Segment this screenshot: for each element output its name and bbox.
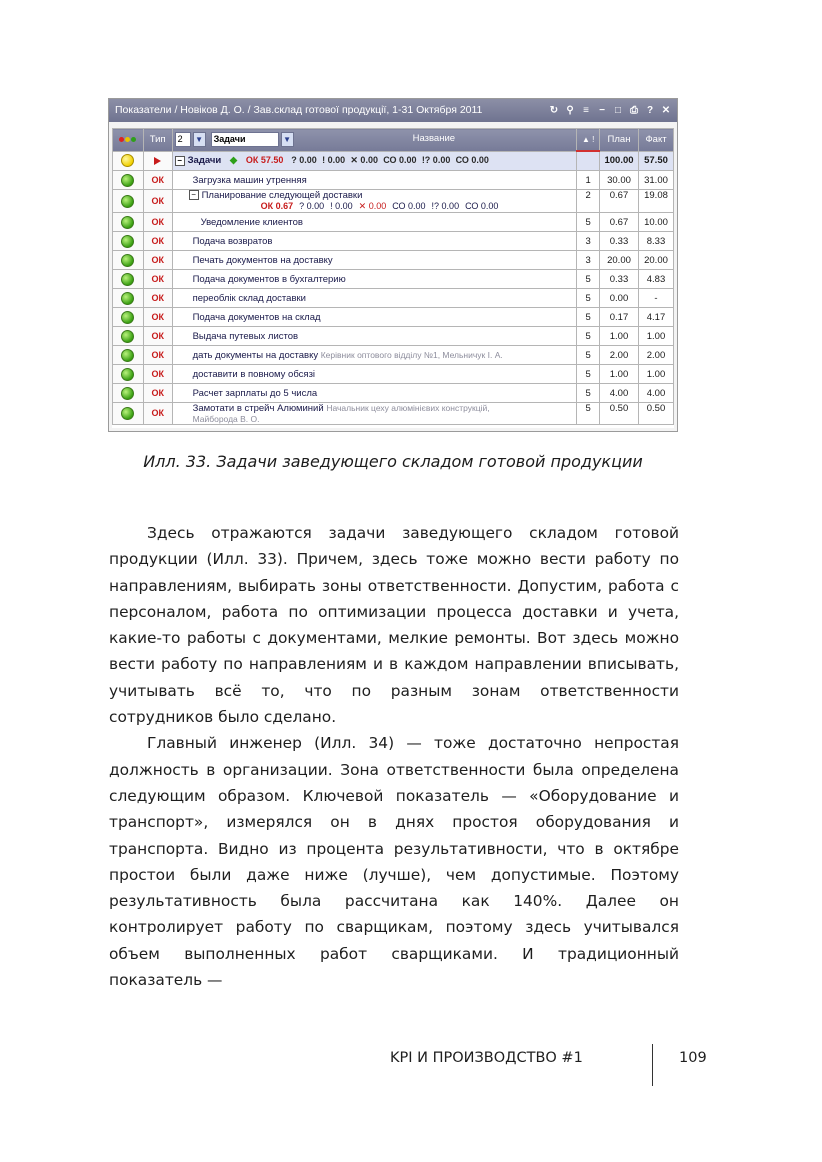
table-row[interactable] (113, 171, 674, 190)
task-fact: 0.50 (639, 403, 674, 425)
summary-exclaim: ! 0.00 (322, 155, 346, 166)
ok-badge: ОК (151, 408, 164, 418)
table-row[interactable] (113, 308, 674, 327)
summary-plan: 100.00 (599, 151, 638, 171)
task-stat-excl: ! 0.00 (330, 201, 353, 211)
print-icon[interactable]: ⎙ (630, 105, 638, 116)
chevron-down-icon[interactable]: ▼ (281, 132, 294, 147)
task-priority: 3 (577, 251, 600, 270)
task-fact: - (639, 289, 674, 308)
task-stat-qex: !? 0.00 (431, 201, 460, 211)
table-row[interactable] (113, 346, 674, 365)
table-row[interactable] (113, 270, 674, 289)
task-name-cell (172, 232, 577, 251)
task-name-cell (172, 327, 577, 346)
window-toolbar (549, 99, 671, 122)
traffic-lights-icon (119, 137, 136, 142)
task-priority: 5 (577, 308, 600, 327)
help-icon[interactable]: ? (646, 105, 654, 116)
task-stat-q: ? 0.00 (299, 201, 325, 211)
task-plan: 0.33 (599, 270, 638, 289)
status-light-icon (121, 216, 134, 229)
status-light-icon (121, 368, 134, 381)
task-plan: 0.67 (599, 190, 638, 213)
ok-badge: ОК (151, 368, 164, 379)
header-filters (175, 132, 294, 147)
task-name[interactable]: Замотати в стрейч Алюминий (192, 403, 324, 414)
summary-label: Задачи (187, 155, 222, 167)
tasks-table (112, 128, 674, 425)
task-name[interactable]: переоблік склад доставки (192, 292, 306, 304)
task-priority: 5 (577, 384, 600, 403)
task-fact: 31.00 (639, 171, 674, 190)
refresh-icon[interactable]: ↻ (549, 105, 559, 116)
task-name[interactable]: Уведомление клиентов (200, 216, 303, 228)
ok-badge: ОК (151, 311, 164, 322)
minimize-icon[interactable]: − (599, 105, 605, 116)
status-light-icon (121, 330, 134, 343)
task-name[interactable]: Выдача путевых листов (192, 330, 299, 342)
ok-badge: ОК (151, 387, 164, 398)
name-column-label: Название (412, 133, 456, 144)
task-plan: 1.00 (599, 365, 638, 384)
table-row[interactable] (113, 289, 674, 308)
task-name-cell (172, 289, 577, 308)
status-light-icon (121, 349, 134, 362)
task-plan: 2.00 (599, 346, 638, 365)
ok-badge: ОК (151, 273, 164, 284)
collapse-icon[interactable]: − (189, 190, 199, 200)
task-name-cell (172, 384, 577, 403)
table-row[interactable] (113, 232, 674, 251)
task-plan: 30.00 (599, 171, 638, 190)
task-assignee: Начальник цеху алюмінієвих конструкцій, (326, 403, 490, 413)
status-light-icon (121, 387, 134, 400)
task-fact: 4.83 (639, 270, 674, 289)
task-name[interactable]: Подача документов в бухгалтерию (192, 273, 346, 285)
chevron-down-icon[interactable]: ▼ (193, 132, 206, 147)
ok-badge: ОК (151, 330, 164, 341)
task-priority: 5 (577, 213, 600, 232)
task-name[interactable]: дать документы на доставку (192, 349, 319, 361)
task-stat-x: ✕ 0.00 (358, 201, 387, 211)
close-icon[interactable]: ✕ (661, 105, 671, 116)
ok-badge: ОК (151, 174, 164, 185)
summary-row[interactable] (113, 151, 674, 171)
summary-name-cell (172, 151, 577, 171)
search-icon[interactable]: ⚲ (566, 105, 574, 116)
status-light-icon (121, 273, 134, 286)
task-name[interactable]: доставити в повному обсязі (192, 368, 316, 380)
task-fact: 2.00 (639, 346, 674, 365)
figure-caption: Илл. 33. Задачи заведующего складом готовой продукции (143, 452, 643, 471)
task-priority: 5 (577, 365, 600, 384)
table-row[interactable] (113, 213, 674, 232)
table-row[interactable] (113, 403, 674, 425)
plan-column-header[interactable]: План (599, 129, 638, 152)
window-titlebar (109, 99, 677, 122)
table-row[interactable] (113, 365, 674, 384)
task-priority: 5 (577, 403, 600, 425)
task-name-cell (172, 251, 577, 270)
task-fact: 19.08 (639, 190, 674, 213)
task-priority: 5 (577, 346, 600, 365)
ok-badge: ОК (151, 292, 164, 303)
task-fact: 4.17 (639, 308, 674, 327)
task-assignee: Керівник оптового відділу №1, Мельничук І. А. (320, 349, 503, 360)
ok-badge: ОК (151, 216, 164, 227)
list-icon[interactable]: ≡ (583, 105, 589, 116)
status-light-icon (121, 195, 134, 208)
task-priority: 2 (577, 190, 600, 213)
status-light-icon (121, 311, 134, 324)
status-light-icon (121, 254, 134, 267)
table-row[interactable] (113, 327, 674, 346)
ok-badge: ОК (151, 349, 164, 360)
task-priority: 5 (577, 289, 600, 308)
task-name[interactable]: Подача возвратов (192, 235, 273, 247)
summary-qex: !? 0.00 (421, 155, 451, 166)
task-fact: 20.00 (639, 251, 674, 270)
fact-column-header[interactable]: Факт (639, 129, 674, 152)
task-plan: 0.00 (599, 289, 638, 308)
summary-cancel: ✕ 0.00 (350, 155, 378, 166)
task-name[interactable]: Печать документов на доставку (192, 254, 333, 266)
task-name[interactable]: Подача документов на склад (192, 311, 321, 323)
running-footer: KPI И ПРОИЗВОДСТВО #1 (390, 1050, 583, 1066)
task-stat-co2: СО 0.00 (465, 201, 499, 211)
page-number: 109 (679, 1050, 707, 1066)
status-light-icon (121, 407, 134, 420)
screenshot-window (108, 98, 678, 432)
task-fact: 1.00 (639, 365, 674, 384)
task-stat-ok: ОК 0.67 (260, 201, 294, 211)
status-light-icon (121, 235, 134, 248)
table-header-row (113, 129, 674, 152)
window-title: Показатели / Новіков Д. О. / Зав.склад готової продукції, 1-31 Октября 2011 (115, 104, 483, 116)
task-name[interactable]: Загрузка машин утренняя (192, 174, 307, 186)
summary-question: ? 0.00 (291, 155, 317, 166)
task-name-cell (172, 365, 577, 384)
summary-co: СО 0.00 (383, 155, 417, 166)
task-plan: 0.50 (599, 403, 638, 425)
type-column-header[interactable]: Тип (143, 129, 172, 152)
task-name-cell (172, 346, 577, 365)
diamond-icon: ◆ (229, 155, 238, 167)
level-select[interactable]: 2 (175, 132, 191, 147)
task-priority: 1 (577, 171, 600, 190)
task-stat-co: СО 0.00 (392, 201, 426, 211)
restore-icon[interactable]: □ (614, 105, 622, 116)
task-fact: 10.00 (639, 213, 674, 232)
flag-icon (154, 157, 161, 165)
task-plan: 20.00 (599, 251, 638, 270)
task-plan: 4.00 (599, 384, 638, 403)
priority-column-header[interactable]: ▲ ! (577, 129, 600, 152)
status-light-icon (121, 174, 134, 187)
collapse-icon[interactable]: − (175, 156, 185, 166)
task-name-cell (172, 213, 577, 232)
table-row[interactable] (113, 251, 674, 270)
task-plan: 0.17 (599, 308, 638, 327)
task-plan: 0.67 (599, 213, 638, 232)
task-assignee-name: Майборода В. О. (192, 414, 260, 424)
task-name: Планирование следующей доставки (201, 190, 363, 201)
tasks-panel (112, 128, 674, 428)
task-priority: 5 (577, 270, 600, 289)
footer-divider (652, 1044, 653, 1086)
table-row[interactable] (113, 384, 674, 403)
task-fact: 8.33 (639, 232, 674, 251)
paragraph: Главный инженер (Илл. 34) — тоже достаточно непростая должность в организации. Зона ответственности была определена следующим образом. Ключевой показатель — «Оборудование и транспорт», измерялся он в днях простоя оборудования и транспорта. Видно из процента результативности, что в октябре простои были даже ниже (лучше), чем допустимые. Поэтому результативность была рассчитана как 140%. Далее он контролирует работу по сварщикам, поэтому здесь учитывался объем выполненных работ сварщиками. И традиционный показатель — (109, 734, 679, 990)
ok-badge: ОК (151, 195, 164, 206)
task-name-cell (172, 190, 577, 213)
filter-select[interactable]: Задачи (211, 132, 279, 147)
task-priority: 5 (577, 327, 600, 346)
task-name-cell (172, 171, 577, 190)
task-name[interactable]: Расчет зарплаты до 5 числа (192, 387, 318, 399)
status-light-icon (121, 292, 134, 305)
summary-co2: СО 0.00 (455, 155, 489, 166)
ok-badge: ОК (151, 254, 164, 265)
task-plan: 0.33 (599, 232, 638, 251)
name-column-header[interactable] (172, 129, 577, 152)
task-name-cell (172, 270, 577, 289)
task-priority: 3 (577, 232, 600, 251)
task-fact: 1.00 (639, 327, 674, 346)
summary-fact: 57.50 (639, 151, 674, 171)
paragraph: Здесь отражаются задачи заведующего складом готовой продукции (Илл. 33). Причем, здесь тоже можно вести работу по направлениям, выбирать зоны ответственности. Допустим, работа с персоналом, работа по оптимизации процесса доставки и учета, какие-то работы с документами, мелкие ремонты. Вот здесь можно вести работу по направлениям и в каждом направлении вписывать, учитывать всё то, что по разным зонам ответственности сотрудников было сделано. (109, 524, 679, 727)
ok-badge: ОК (151, 235, 164, 246)
status-light-icon (121, 154, 134, 167)
table-row[interactable] (113, 190, 674, 213)
task-name-cell (172, 308, 577, 327)
task-plan: 1.00 (599, 327, 638, 346)
task-name-cell (172, 403, 577, 425)
summary-ok: ОК 57.50 (245, 155, 284, 166)
body-text (109, 520, 679, 993)
task-fact: 4.00 (639, 384, 674, 403)
status-column-header[interactable] (113, 129, 144, 152)
